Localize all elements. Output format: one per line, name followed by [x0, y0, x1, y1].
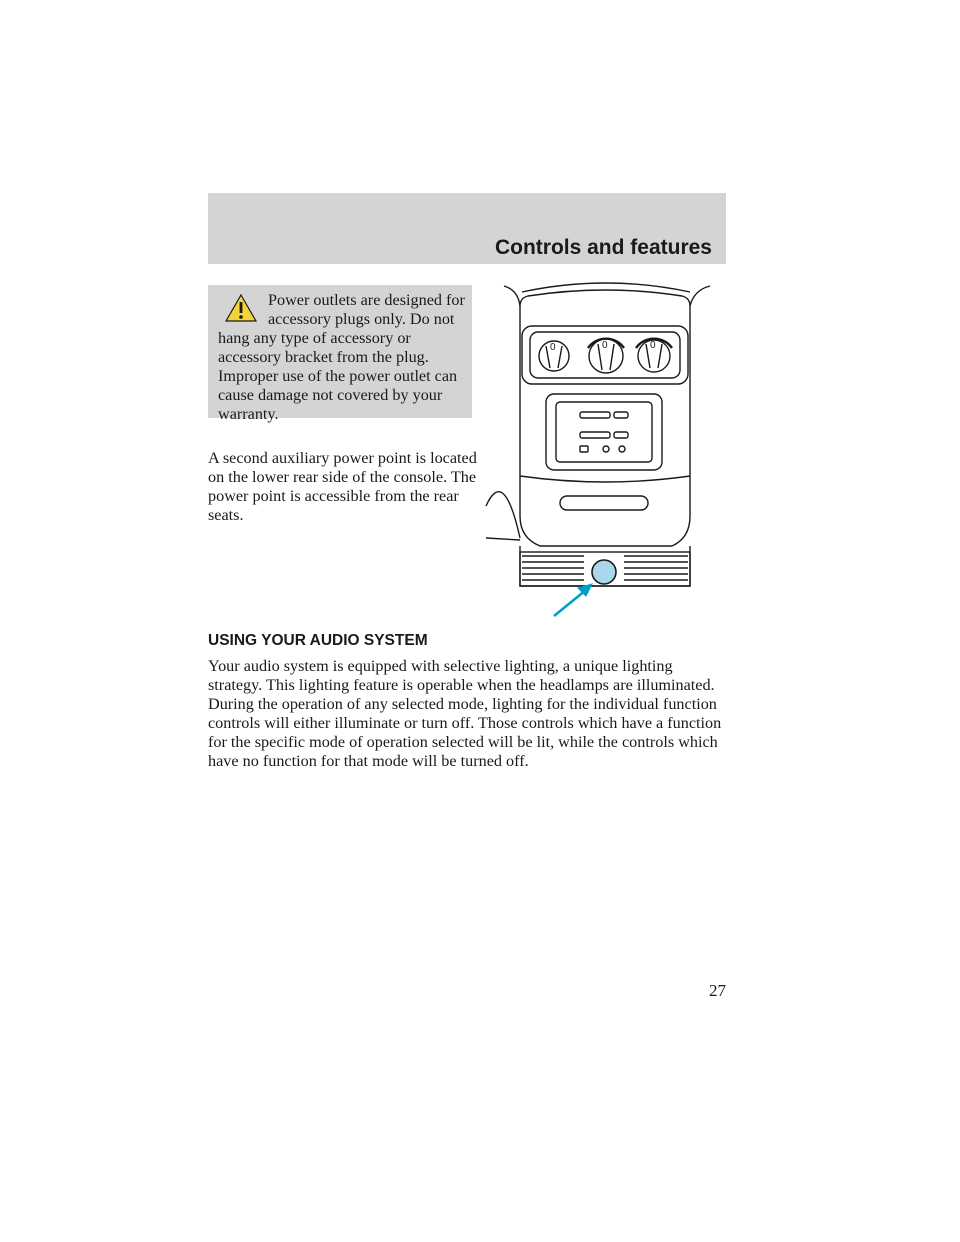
knob-left-label: 0 — [550, 342, 556, 353]
warning-box — [208, 285, 472, 423]
knob-right-label: 0 — [650, 340, 656, 351]
knob-center-label: 0 — [602, 340, 608, 351]
audio-section-paragraph: Your audio system is equipped with selective lighting, a unique lighting strategy. This lighting feature is operable when the headlamps are illuminated. During the operation of any selected mode, lighting for the individual function controls will either illuminate or turn off. Those controls which have a function for the specific mode of operation selected will be lit, while the controls which have no function for that mode will be turned off. — [208, 657, 722, 770]
section-header-band — [208, 193, 726, 264]
audio-section-heading: USING YOUR AUDIO SYSTEM — [208, 632, 428, 649]
page-number: 27 — [709, 981, 726, 1000]
warning-text: Power outlets are designed for accessory plugs only. Do not hang any type of accessory or accessory bracket from the plug. Improper use of the power outlet can cause damage not covered by your warranty. — [218, 291, 465, 423]
power-point-paragraph: A second auxiliary power point is located on the lower rear side of the console. The power point is accessible from the rear seats. — [208, 449, 477, 524]
power-outlet — [592, 560, 616, 584]
rear-console-power-point-illustration — [484, 276, 728, 626]
section-title: Controls and features — [494, 236, 712, 259]
callout-arrow — [554, 584, 592, 616]
